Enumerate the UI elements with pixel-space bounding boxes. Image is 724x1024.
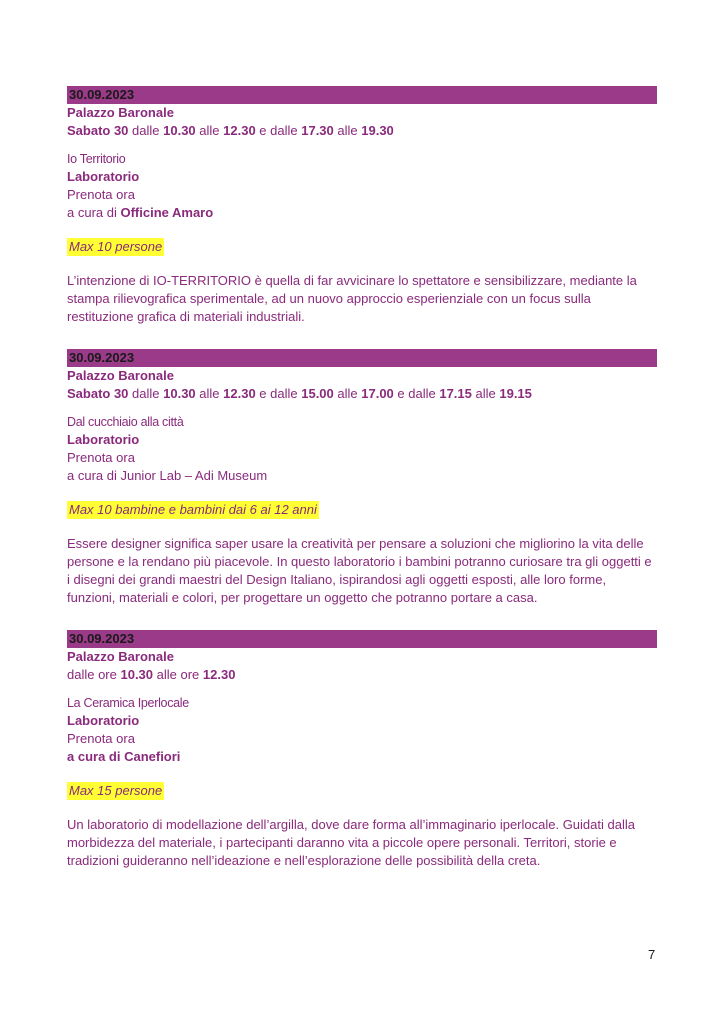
event-type: Laboratorio (67, 432, 140, 447)
event-schedule (67, 122, 657, 140)
event-venue: Palazzo Baronale (67, 649, 174, 664)
booking-link[interactable]: Prenota ora (67, 187, 135, 202)
schedule-part: 12.30 (223, 123, 256, 138)
capacity-highlight: Max 15 persone (69, 783, 163, 798)
schedule-part: 12.30 (223, 386, 256, 401)
event-schedule (67, 666, 657, 684)
event-schedule (67, 385, 657, 403)
schedule-part: dalle (128, 123, 164, 138)
curator-prefix: a cura di Junior Lab – Adi Museum (67, 468, 268, 483)
page-number: 7 (648, 947, 656, 962)
schedule-part: alle (195, 123, 224, 138)
schedule-part: 19.30 (361, 123, 394, 138)
event-date-bar (67, 349, 657, 367)
schedule-part: alle (471, 386, 500, 401)
event-description: Un laboratorio di modellazione dell’argilla, dove dare forma all’immaginario iperlocale. Guidati dalla morbidezza del materiale, i partecipanti daranno vita a piccole opere personali. Territori, storie e tradizioni guideranno nell’ideazione e nell’esplorazione delle possibilità della creta. (67, 817, 635, 868)
event-type: Laboratorio (67, 169, 140, 184)
schedule-part: Sabato 30 (67, 123, 129, 138)
schedule-part: 15.00 (301, 386, 334, 401)
curator-name: a cura di Canefiori (67, 749, 181, 764)
event-description: L’intenzione di IO-TERRITORIO è quella di far avvicinare lo spettatore e sensibilizzare, mediante la stampa rilievografica sperimentale, ad un nuovo approccio esperienziale con un focus sulla restituzione grafica di materiali industriali. (67, 273, 637, 324)
booking-link[interactable]: Prenota ora (67, 731, 135, 746)
schedule-part: 10.30 (120, 667, 154, 682)
event-curator (67, 748, 657, 766)
schedule-part: e dalle (255, 386, 302, 401)
event-curator (67, 467, 657, 485)
schedule-part: alle (333, 123, 362, 138)
schedule-part: 10.30 (163, 123, 196, 138)
schedule-part: 19.15 (499, 386, 532, 401)
event-title: La Ceramica Iperlocale (67, 696, 189, 710)
schedule-part: 17.15 (439, 386, 472, 401)
capacity-highlight: Max 10 bambine e bambini dai 6 ai 12 anni (69, 502, 317, 517)
event-title: Io Territorio (67, 152, 126, 166)
schedule-part: e dalle (255, 123, 302, 138)
event-date: 30.09.2023 (69, 350, 135, 365)
schedule-part: e dalle (393, 386, 440, 401)
schedule-part: alle ore (153, 667, 203, 682)
event-type: Laboratorio (67, 713, 140, 728)
schedule-part: dalle (128, 386, 164, 401)
schedule-part: 12.30 (202, 667, 236, 682)
event-title: Dal cucchiaio alla città (67, 415, 184, 429)
schedule-part: alle (333, 386, 362, 401)
schedule-part: 17.00 (361, 386, 394, 401)
curator-prefix: a cura di (67, 205, 121, 220)
event-date: 30.09.2023 (69, 87, 135, 102)
schedule-part: 17.30 (301, 123, 334, 138)
event-block-1 (67, 86, 657, 326)
schedule-part: Sabato 30 (67, 386, 129, 401)
schedule-part: 10.30 (163, 386, 196, 401)
event-venue: Palazzo Baronale (67, 368, 174, 383)
curator-name: Officine Amaro (120, 205, 214, 220)
event-date-bar (67, 630, 657, 648)
schedule-part: dalle ore (67, 667, 121, 682)
booking-link[interactable]: Prenota ora (67, 450, 135, 465)
event-venue: Palazzo Baronale (67, 105, 174, 120)
event-date: 30.09.2023 (69, 631, 135, 646)
event-description: Essere designer significa saper usare la creatività per pensare a soluzioni che migliorino la vita delle persone e la rendano più piacevole. In questo laboratorio i bambini potranno curiosare tra gli oggetti e i disegni dei grandi maestri del Design Italiano, ispirandosi agli oggetti esposti, alle loro forme, funzioni, materiali e colori, per progettare un oggetto che potranno portare a casa. (67, 536, 652, 605)
capacity-highlight: Max 10 persone (69, 239, 163, 254)
event-block-3 (67, 630, 657, 870)
event-block-2 (67, 349, 657, 607)
event-curator (67, 204, 657, 222)
event-date-bar (67, 86, 657, 104)
schedule-part: alle (195, 386, 224, 401)
